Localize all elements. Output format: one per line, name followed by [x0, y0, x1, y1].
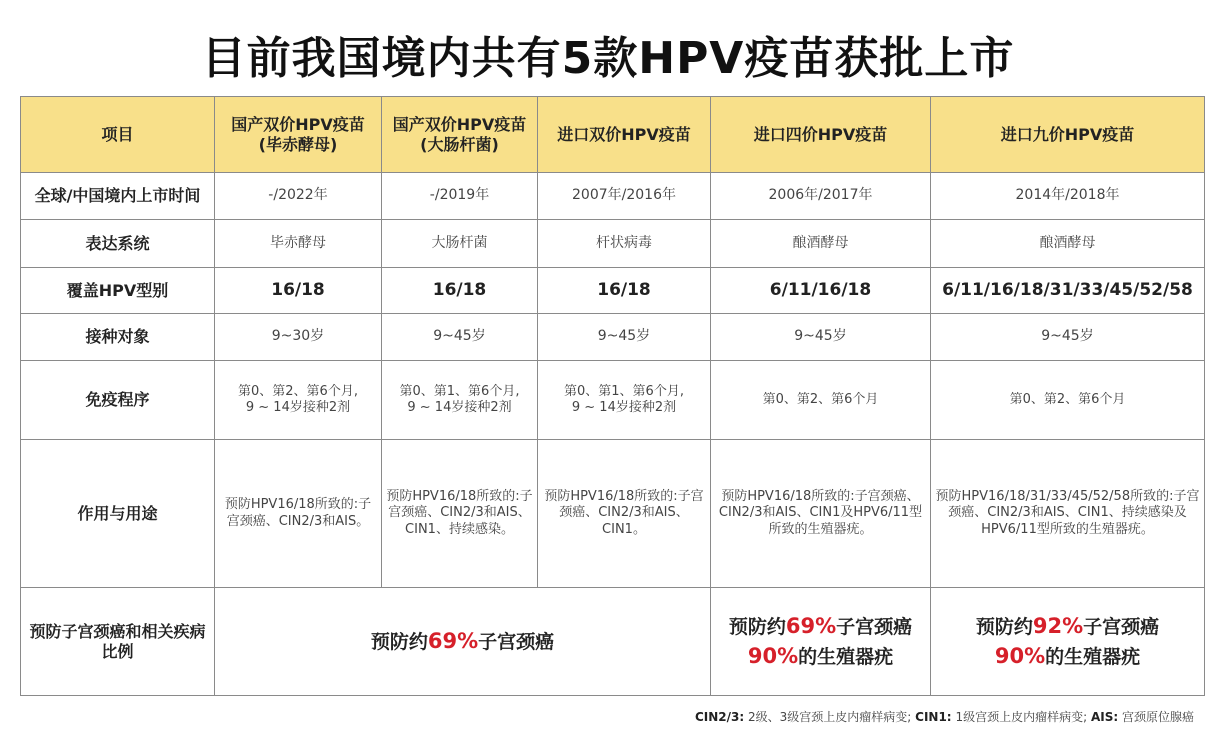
table-row-expression	[21, 220, 1205, 268]
efficacy-percent: 69%	[427, 628, 479, 653]
table-cell: 16/18	[382, 268, 538, 314]
row-label-schedule: 免疫程序	[21, 361, 215, 440]
efficacy-line	[935, 642, 1200, 671]
efficacy-percent-2: 90%	[994, 643, 1046, 668]
efficacy-nonavalent-text	[935, 612, 1200, 671]
header-vaccine-1	[215, 97, 382, 173]
schedule-line: 第0、第1、第6个月,	[399, 383, 520, 399]
efficacy-suffix: 子宫颈癌	[1083, 616, 1160, 639]
header-vaccine-2-note: (大肠杆菌)	[420, 134, 499, 154]
footnote-value: 宫颈原位腺癌	[1121, 710, 1194, 724]
schedule-line: 9 ~ 14岁接种2剂	[245, 400, 351, 415]
header-vaccine-3: 进口双价HPV疫苗	[538, 97, 711, 173]
footnote	[695, 708, 1194, 725]
table-row-usage	[21, 440, 1205, 588]
efficacy-quadrivalent-cell	[711, 588, 931, 696]
table-cell: 第0、第2、第6个月	[931, 361, 1205, 440]
table-cell: -/2022年	[215, 173, 382, 220]
row-label-usage: 作用与用途	[21, 440, 215, 588]
footnote-key: CIN1:	[915, 710, 952, 724]
efficacy-nonavalent-cell	[931, 588, 1205, 696]
header-item: 项目	[21, 97, 215, 173]
table-row-efficacy	[21, 588, 1205, 696]
table-row-launch	[21, 173, 1205, 220]
table-cell: 2006年/2017年	[711, 173, 931, 220]
table-cell: 预防HPV16/18所致的:子宫颈癌、CIN2/3和AIS、CIN1及HPV6/11型所致的生殖器疣。	[711, 440, 931, 588]
table-cell: 9~45岁	[711, 314, 931, 361]
table-header-row	[21, 97, 1205, 173]
table-cell	[382, 361, 538, 440]
header-vaccine-1-name: 国产双价HPV疫苗	[231, 114, 365, 134]
table-cell: 2014年/2018年	[931, 173, 1205, 220]
header-vaccine-4: 进口四价HPV疫苗	[711, 97, 931, 173]
schedule-line: 第0、第2、第6个月,	[238, 383, 358, 399]
efficacy-suffix-2: 的生殖器疣	[1045, 645, 1141, 668]
efficacy-suffix: 子宫颈癌	[836, 616, 913, 639]
efficacy-prefix: 预防约	[370, 630, 428, 653]
efficacy-line	[715, 642, 926, 671]
table-cell	[538, 361, 711, 440]
schedule-line: 9 ~ 14岁接种2剂	[571, 400, 677, 415]
footnote-value: 1级宫颈上皮内瘤样病变;	[955, 710, 1088, 724]
efficacy-line	[715, 612, 926, 641]
row-label-types: 覆盖HPV型别	[21, 268, 215, 314]
table-cell: 杆状病毒	[538, 220, 711, 268]
table-cell: 16/18	[215, 268, 382, 314]
efficacy-suffix-2: 的生殖器疣	[798, 645, 894, 668]
table-cell: 酿酒酵母	[931, 220, 1205, 268]
hpv-vaccine-table	[20, 96, 1205, 696]
row-label-launch: 全球/中国境内上市时间	[21, 173, 215, 220]
table-cell: 9~45岁	[538, 314, 711, 361]
table-row-types	[21, 268, 1205, 314]
efficacy-percent: 92%	[1032, 614, 1084, 639]
efficacy-bivalent-text	[219, 627, 706, 656]
efficacy-quadrivalent-text	[715, 612, 926, 671]
table-cell: 16/18	[538, 268, 711, 314]
table-row-target	[21, 314, 1205, 361]
table-cell: 9~45岁	[931, 314, 1205, 361]
schedule-line: 9 ~ 14岁接种2剂	[407, 400, 512, 415]
efficacy-percent-2: 90%	[747, 643, 799, 668]
table-cell: 毕赤酵母	[215, 220, 382, 268]
footnote-value: 2级、3级宫颈上皮内瘤样病变;	[747, 710, 912, 724]
row-label-target: 接种对象	[21, 314, 215, 361]
footnote-key: AIS:	[1090, 710, 1119, 724]
table-cell: 2007年/2016年	[538, 173, 711, 220]
table-cell: 9~30岁	[215, 314, 382, 361]
row-label-efficacy: 预防子宫颈癌和相关疾病比例	[21, 588, 215, 696]
row-label-expression: 表达系统	[21, 220, 215, 268]
header-vaccine-2	[382, 97, 538, 173]
table-cell: -/2019年	[382, 173, 538, 220]
efficacy-prefix: 预防约	[975, 616, 1033, 639]
page-title: 目前我国境内共有5款HPV疫苗获批上市	[201, 33, 1015, 84]
header-vaccine-2-name: 国产双价HPV疫苗	[392, 114, 527, 134]
table-cell: 酿酒酵母	[711, 220, 931, 268]
efficacy-bivalent-cell	[215, 588, 711, 696]
header-vaccine-5: 进口九价HPV疫苗	[931, 97, 1205, 173]
table-cell: 预防HPV16/18所致的:子宫颈癌、CIN2/3和AIS。	[215, 440, 382, 588]
efficacy-suffix: 子宫颈癌	[478, 630, 555, 653]
footnote-key: CIN2/3:	[694, 710, 745, 724]
header-vaccine-1-note: (毕赤酵母)	[258, 134, 338, 154]
table-cell: 6/11/16/18	[711, 268, 931, 314]
table-cell	[215, 361, 382, 440]
efficacy-line	[935, 612, 1200, 641]
table-cell: 预防HPV16/18/31/33/45/52/58所致的:子宫颈癌、CIN2/3和AIS、CIN1、持续感染及HPV6/11型所致的生殖器疣。	[931, 440, 1205, 588]
efficacy-percent: 69%	[785, 614, 837, 639]
efficacy-prefix: 预防约	[728, 616, 786, 639]
table-cell: 预防HPV16/18所致的:子宫颈癌、CIN2/3和AIS、CIN1。	[538, 440, 711, 588]
table-cell: 第0、第2、第6个月	[711, 361, 931, 440]
table-row-schedule	[21, 361, 1205, 440]
table-cell: 6/11/16/18/31/33/45/52/58	[931, 268, 1205, 314]
table-cell: 9~45岁	[382, 314, 538, 361]
table-cell: 预防HPV16/18所致的:子宫颈癌、CIN2/3和AIS、CIN1、持续感染。	[382, 440, 538, 588]
schedule-line: 第0、第1、第6个月,	[564, 383, 684, 399]
table-cell: 大肠杆菌	[382, 220, 538, 268]
